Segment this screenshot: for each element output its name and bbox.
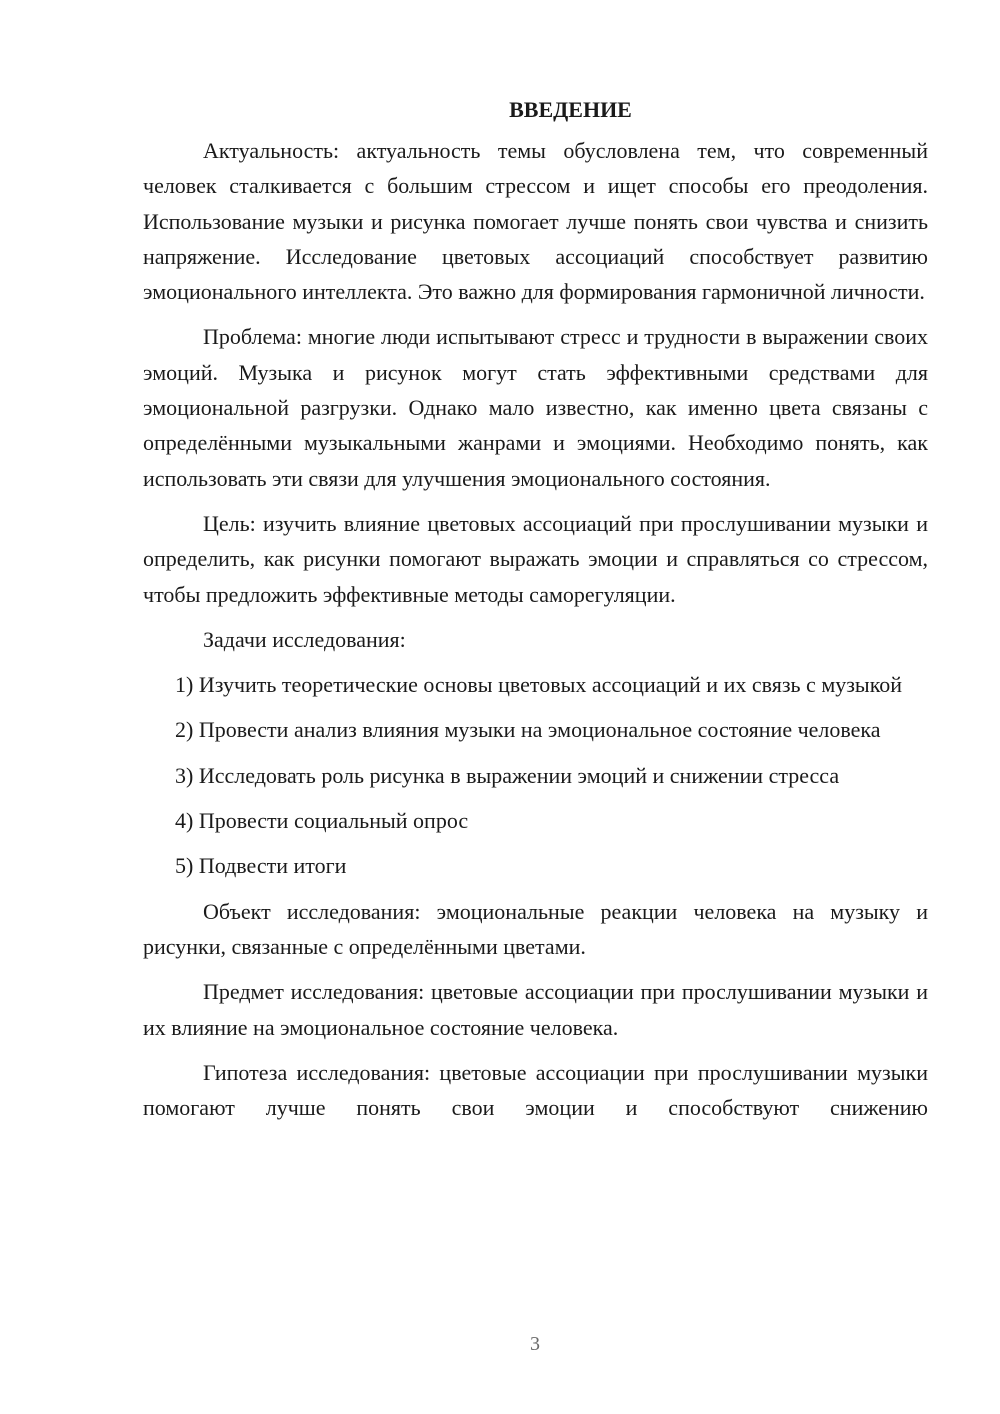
task-item: 3) Исследовать роль рисунка в выражении эмоций и снижении стресса	[175, 762, 840, 788]
task-item: 4) Провести социальный опрос	[175, 808, 469, 834]
paragraph-problem: Проблема: многие люди испытывают стресс и трудности в выражении своих эмоций. Музыка и рисунок могут стать эффективными средствами для эмоциональной разгрузки. Однако мало известно, как именно цвета связаны с определёнными музыкальными жанрами и эмоциями. Необходимо понять, как использовать эти связи для улучшения эмоционального состояния.	[143, 324, 928, 491]
paragraph-relevance: Актуальность: актуальность темы обусловлена тем, что современный человек сталкивается с большим стрессом и ищет способы его преодоления. Использование музыки и рисунка помогает лучше понять свои чувства и снизить напряжение. Исследование цветовых ассоциаций способствует развитию эмоционального интеллекта. Это важно для формирования гармоничной личности.	[143, 138, 928, 305]
section-title: ВВЕДЕНИЕ	[509, 97, 632, 122]
paragraph-object: Объект исследования: эмоциональные реакции человека на музыку и рисунки, связанные с определёнными цветами.	[143, 898, 928, 959]
tasks-heading: Задачи исследования:	[203, 626, 406, 652]
task-item: 2) Провести анализ влияния музыки на эмоциональное состояние человека	[175, 717, 881, 743]
task-item: 1) Изучить теоретические основы цветовых ассоциаций и их связь с музыкой	[175, 672, 903, 698]
paragraph-subject: Предмет исследования: цветовые ассоциации при прослушивании музыки и их влияние на эмоциональное состояние человека.	[143, 979, 928, 1040]
page-number: 3	[530, 1333, 540, 1355]
paragraph-hypothesis: Гипотеза исследования: цветовые ассоциации при прослушивании музыки помогают лучше понять свои эмоции и способствуют снижению	[143, 1059, 928, 1121]
document-page	[143, 92, 928, 1125]
paragraph-goal: Цель: изучить влияние цветовых ассоциаций при прослушивании музыки и определить, как рисунки помогают выражать эмоции и справляться со стрессом, чтобы предложить эффективные методы саморегуляции.	[143, 510, 928, 607]
task-item: 5) Подвести итоги	[175, 853, 347, 879]
